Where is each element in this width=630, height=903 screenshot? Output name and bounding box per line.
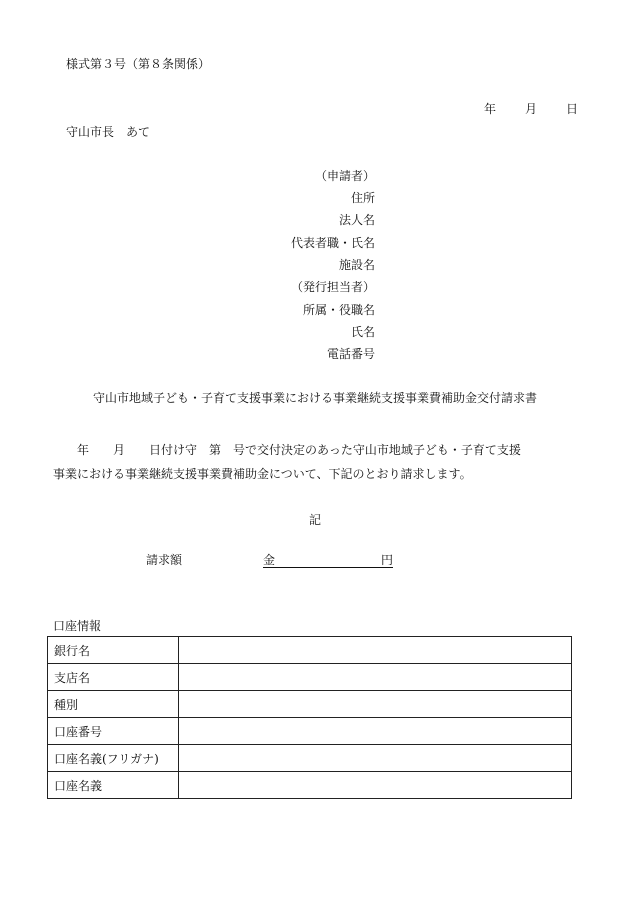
account-info-table bbox=[47, 636, 572, 799]
branch-name-label: 支店名 bbox=[48, 664, 179, 691]
account-holder-field[interactable] bbox=[179, 772, 572, 799]
issuer-department-label: 所属・役職名 bbox=[302, 303, 375, 317]
bank-name-field[interactable] bbox=[179, 637, 572, 664]
applicant-corporation-label: 法人名 bbox=[338, 213, 375, 227]
account-number-field[interactable] bbox=[179, 718, 572, 745]
table-row bbox=[48, 691, 572, 718]
date-day-label: 日 bbox=[566, 102, 579, 116]
request-body-line-1: 年 月 日付け守 第 号で交付決定のあった守山市地域子ども・子育て支援 bbox=[53, 443, 521, 457]
account-info-heading: 口座情報 bbox=[53, 619, 102, 633]
amount-field[interactable] bbox=[263, 553, 393, 568]
form-number: 様式第３号（第８条関係） bbox=[66, 57, 211, 71]
ki-heading: 記 bbox=[308, 513, 321, 527]
applicant-address-label: 住所 bbox=[350, 191, 375, 205]
account-number-label: 口座番号 bbox=[48, 718, 179, 745]
table-row bbox=[48, 745, 572, 772]
applicant-heading: （申請者） bbox=[314, 169, 375, 183]
table-row bbox=[48, 718, 572, 745]
amount-kin-label: 金 bbox=[263, 553, 276, 567]
document-title: 守山市地域子ども・子育て支援事業における事業継続支援事業費補助金交付請求書 bbox=[92, 391, 537, 405]
table-row bbox=[48, 637, 572, 664]
bank-name-label: 銀行名 bbox=[48, 637, 179, 664]
date-year-label: 年 bbox=[484, 102, 497, 116]
applicant-facility-label: 施設名 bbox=[338, 258, 375, 272]
date-month-label: 月 bbox=[525, 102, 538, 116]
account-type-label: 種別 bbox=[48, 691, 179, 718]
account-holder-kana-field[interactable] bbox=[179, 745, 572, 772]
amount-label: 請求額 bbox=[146, 553, 183, 567]
table-row bbox=[48, 772, 572, 799]
recipient: 守山市長 あて bbox=[66, 125, 151, 139]
issuer-heading: （発行担当者） bbox=[290, 280, 375, 294]
account-type-field[interactable] bbox=[179, 691, 572, 718]
issuer-name-label: 氏名 bbox=[350, 325, 375, 339]
branch-name-field[interactable] bbox=[179, 664, 572, 691]
account-holder-kana-label: 口座名義(フリガナ) bbox=[48, 745, 179, 772]
applicant-representative-label: 代表者職・氏名 bbox=[290, 236, 375, 250]
table-row bbox=[48, 664, 572, 691]
amount-yen-label: 円 bbox=[380, 553, 393, 567]
account-holder-label: 口座名義 bbox=[48, 772, 179, 799]
request-body bbox=[53, 438, 579, 486]
issuer-phone-label: 電話番号 bbox=[326, 347, 375, 361]
request-body-line-2: 事業における事業継続支援事業費補助金について、下記のとおり請求します。 bbox=[53, 467, 472, 481]
